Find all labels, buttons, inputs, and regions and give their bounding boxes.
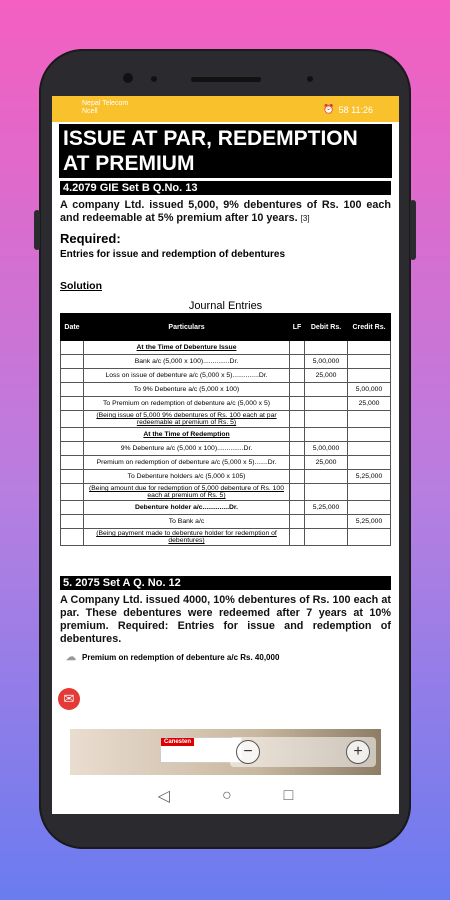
credit-cell xyxy=(348,484,391,501)
particulars-cell: To 9% Debenture a/c (5,000 x 100) xyxy=(84,383,290,397)
camera-icon xyxy=(123,73,133,83)
debit-cell xyxy=(305,484,348,501)
credit-cell xyxy=(348,456,391,470)
lf-cell xyxy=(290,442,305,456)
debit-cell xyxy=(305,341,348,355)
credit-cell xyxy=(348,341,391,355)
required-text: Entries for issue and redemption of debentures xyxy=(60,249,286,260)
particulars-cell: At the Time of Debenture Issue xyxy=(84,341,290,355)
date-cell xyxy=(61,411,84,428)
debit-cell xyxy=(305,515,348,529)
hint-row xyxy=(60,652,391,663)
solution-label: Solution xyxy=(60,280,102,292)
date-cell xyxy=(61,470,84,484)
lf-cell xyxy=(290,383,305,397)
date-cell xyxy=(61,355,84,369)
col-credit: Credit Rs. xyxy=(348,314,391,341)
recent-apps-icon[interactable]: □ xyxy=(283,787,294,804)
cloud-icon: ☁ xyxy=(66,652,76,663)
particulars-cell: At the Time of Redemption xyxy=(84,428,290,442)
question-heading-2: 5. 2075 Set A Q. No. 12 xyxy=(60,576,391,590)
particulars-cell: Premium on redemption of debenture a/c (5,000 x 5).......Dr. xyxy=(84,456,290,470)
back-icon[interactable]: ◁ xyxy=(157,788,170,805)
debit-cell: 5,25,000 xyxy=(305,501,348,515)
zoom-out-button[interactable]: − xyxy=(236,740,260,764)
debit-cell xyxy=(305,470,348,484)
screen xyxy=(52,96,399,814)
question-heading: 4.2079 GIE Set B Q.No. 13 xyxy=(60,181,391,195)
debit-cell xyxy=(305,411,348,428)
message-fab-icon[interactable]: ✉ xyxy=(58,688,80,710)
debit-cell xyxy=(305,529,348,546)
marks: [3] xyxy=(300,214,310,223)
date-cell xyxy=(61,383,84,397)
credit-cell: 5,25,000 xyxy=(348,470,391,484)
table-row xyxy=(61,428,391,442)
credit-cell xyxy=(348,369,391,383)
debit-cell: 5,00,000 xyxy=(305,442,348,456)
lf-cell xyxy=(290,355,305,369)
credit-cell xyxy=(348,428,391,442)
carrier-1: Nepal Telecom xyxy=(82,100,129,107)
required-label: Required: xyxy=(60,231,121,246)
col-particulars: Particulars xyxy=(84,314,290,341)
lf-cell xyxy=(290,397,305,411)
document[interactable] xyxy=(52,122,399,663)
table-row xyxy=(61,484,391,501)
alarm-icon: ⏰ xyxy=(323,104,335,114)
particulars-cell: To Bank a/c xyxy=(84,515,290,529)
credit-cell: 5,00,000 xyxy=(348,383,391,397)
credit-cell xyxy=(348,355,391,369)
table-row xyxy=(61,397,391,411)
lf-cell xyxy=(290,369,305,383)
lf-cell xyxy=(290,529,305,546)
debit-cell: 25,000 xyxy=(305,369,348,383)
debit-cell xyxy=(305,428,348,442)
lf-cell xyxy=(290,484,305,501)
table-row xyxy=(61,442,391,456)
lf-cell xyxy=(290,456,305,470)
volume-button xyxy=(34,210,40,250)
hint-text: Premium on redemption of debenture a/c Rs. 40,000 xyxy=(82,653,280,662)
table-row xyxy=(61,369,391,383)
table-header-row xyxy=(61,314,391,341)
col-debit: Debit Rs. xyxy=(305,314,348,341)
credit-cell xyxy=(348,529,391,546)
sensor-icon xyxy=(307,76,313,82)
journal-title: Journal Entries xyxy=(188,300,263,312)
table-row xyxy=(61,411,391,428)
particulars-cell: To Debenture holders a/c (5,000 x 105) xyxy=(84,470,290,484)
debit-cell xyxy=(305,383,348,397)
debit-cell: 25,000 xyxy=(305,456,348,470)
credit-cell xyxy=(348,411,391,428)
table-row xyxy=(61,529,391,546)
credit-cell xyxy=(348,501,391,515)
particulars-cell: Loss on issue of debenture a/c (5,000 x 5)..............Dr. xyxy=(84,369,290,383)
lf-cell xyxy=(290,411,305,428)
ad-brand: Canesten xyxy=(161,738,194,746)
journal-table xyxy=(60,313,391,546)
date-cell xyxy=(61,428,84,442)
lf-cell xyxy=(290,501,305,515)
navigation-bar xyxy=(52,778,399,814)
table-body xyxy=(61,341,391,546)
table-row xyxy=(61,456,391,470)
particulars-cell: Bank a/c (5,000 x 100)..............Dr. xyxy=(84,355,290,369)
lf-cell xyxy=(290,428,305,442)
question-body: A company Ltd. issued 5,000, 9% debentures of Rs. 100 each and redeemable at 5% premium after 10 years. xyxy=(60,199,391,224)
debit-cell: 5,00,000 xyxy=(305,355,348,369)
particulars-cell: To Premium on redemption of debenture a/c (5,000 x 5) xyxy=(84,397,290,411)
status-bar xyxy=(52,96,399,122)
table-row xyxy=(61,515,391,529)
carrier-text xyxy=(82,100,128,116)
power-button xyxy=(410,200,416,260)
particulars-cell: Debenture holder a/c..............Dr. xyxy=(84,501,290,515)
col-date: Date xyxy=(61,314,84,341)
lf-cell xyxy=(290,470,305,484)
question-text xyxy=(60,199,391,225)
date-cell xyxy=(61,501,84,515)
status-right xyxy=(323,104,373,115)
sensor-icon xyxy=(151,76,157,82)
particulars-cell: (Being payment made to debenture holder for redemption of debentures) xyxy=(84,529,290,546)
debit-cell xyxy=(305,397,348,411)
carrier-2: Ncell xyxy=(82,108,98,115)
particulars-cell: 9% Debenture a/c (5,000 x 100)..............Dr. xyxy=(84,442,290,456)
credit-cell: 5,25,000 xyxy=(348,515,391,529)
battery-time: 58 11:26 xyxy=(338,104,373,115)
question-text-2: A Company Ltd. issued 4000, 10% debentures of Rs. 100 each at par. These debentures were redeemed after 7 years at 10% premium. Required: Entries for issue and redemption of debentures. xyxy=(60,594,391,645)
date-cell xyxy=(61,369,84,383)
table-row xyxy=(61,501,391,515)
date-cell xyxy=(61,397,84,411)
table-row xyxy=(61,341,391,355)
col-lf: LF xyxy=(290,314,305,341)
table-row xyxy=(61,470,391,484)
speaker xyxy=(191,77,261,82)
date-cell xyxy=(61,456,84,470)
page-title: ISSUE AT PAR, REDEMPTION AT PREMIUM xyxy=(59,124,392,178)
advertisement-banner[interactable] xyxy=(70,729,381,775)
date-cell xyxy=(61,341,84,355)
credit-cell: 25,000 xyxy=(348,397,391,411)
table-row xyxy=(61,355,391,369)
zoom-controls xyxy=(230,737,376,767)
lf-cell xyxy=(290,515,305,529)
particulars-cell: (Being issue of 5,000 9% debentures of Rs. 100 each at par redeemable at premium of Rs. 5) xyxy=(84,411,290,428)
lf-cell xyxy=(290,341,305,355)
particulars-cell: (Being amount due for redemption of 5,000 debenture of Rs. 100 each at premium of Rs. 5) xyxy=(84,484,290,501)
zoom-in-button[interactable]: + xyxy=(346,740,370,764)
table-row xyxy=(61,383,391,397)
credit-cell xyxy=(348,442,391,456)
date-cell xyxy=(61,484,84,501)
home-icon[interactable]: ○ xyxy=(221,787,232,804)
date-cell xyxy=(61,515,84,529)
date-cell xyxy=(61,442,84,456)
date-cell xyxy=(61,529,84,546)
